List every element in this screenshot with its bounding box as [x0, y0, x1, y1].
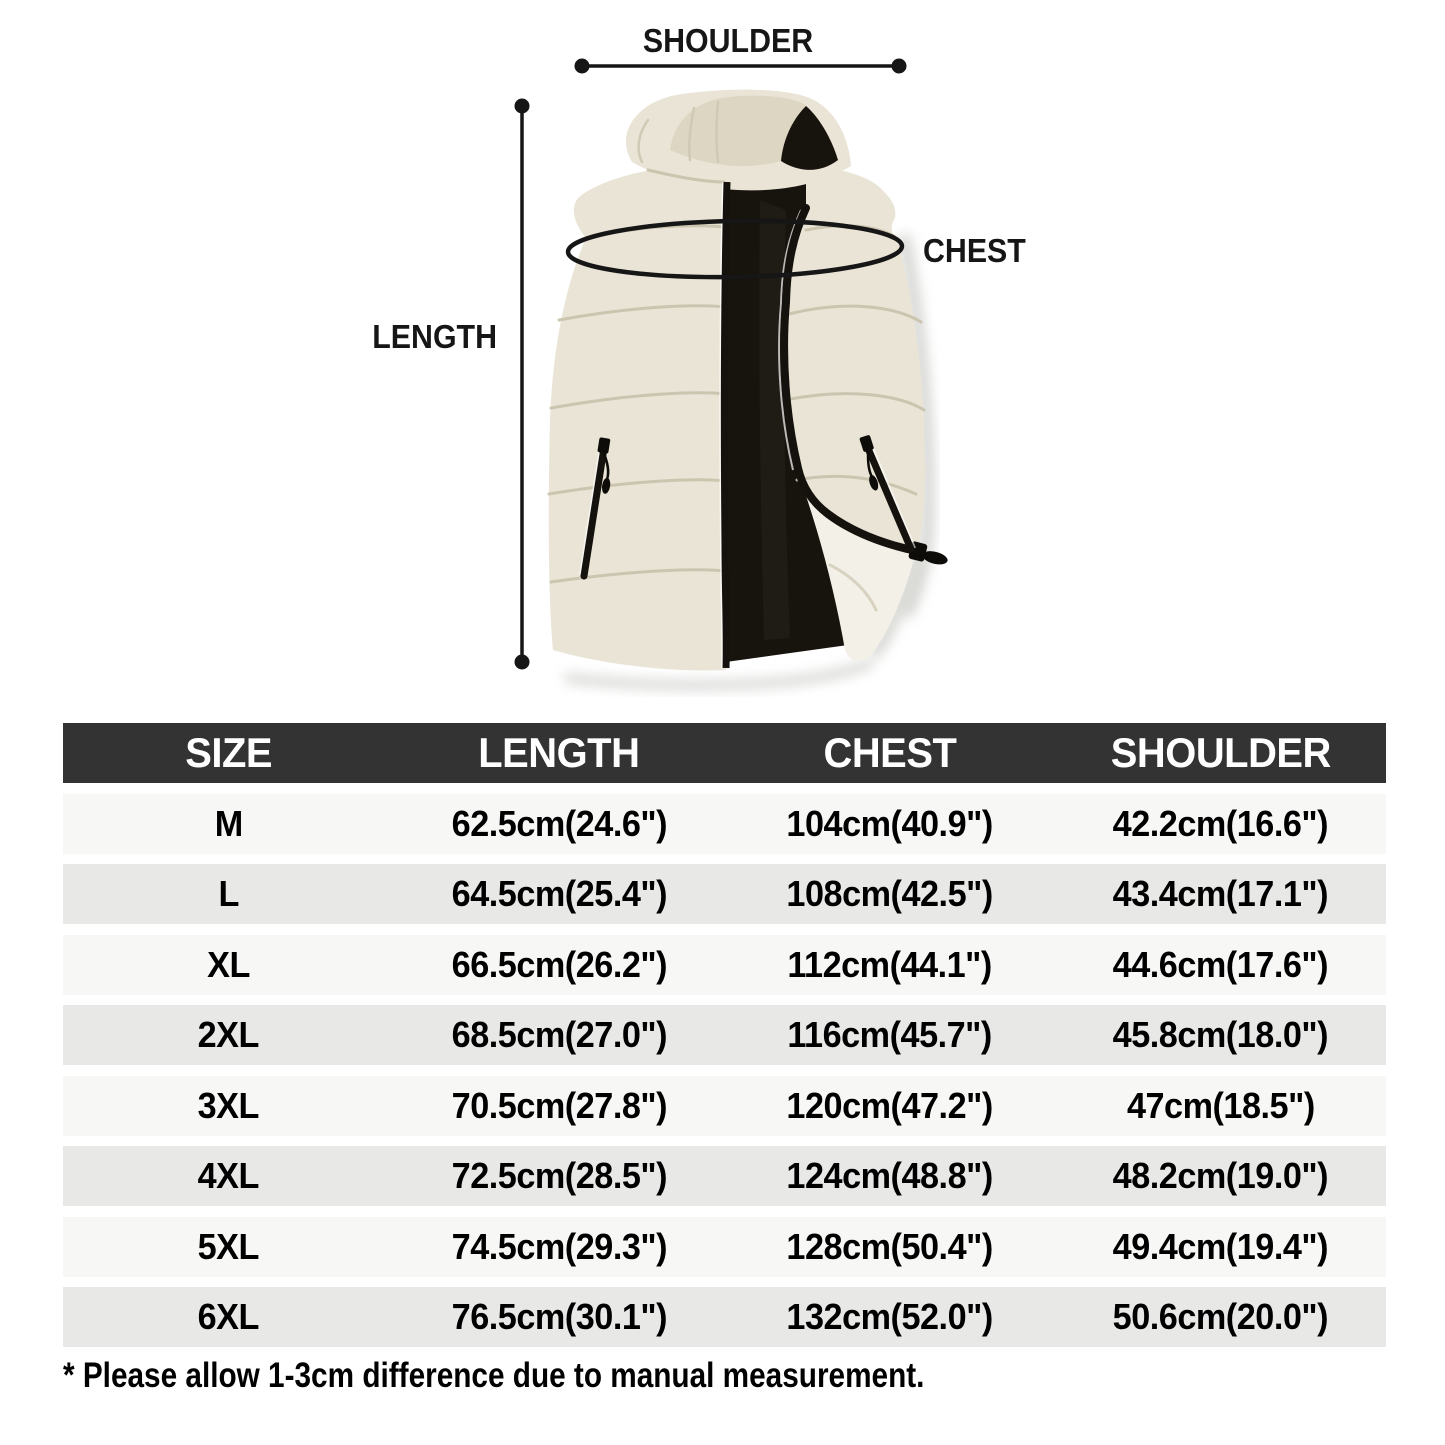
shoulder-value: 50.6cm(20.0"): [1112, 1296, 1329, 1337]
shoulder-value: 47cm(18.5"): [1126, 1084, 1315, 1126]
table-row-3xl: [63, 1076, 1386, 1136]
table-row-2xl: [63, 1005, 1386, 1065]
column-header-length-label: LENGTH: [478, 729, 640, 776]
chest-value: 108cm(42.5"): [786, 873, 994, 914]
cell-shoulder: [1055, 944, 1386, 986]
chest-value: 120cm(47.2"): [786, 1084, 994, 1126]
cell-chest: [725, 1085, 1056, 1127]
cell-length: [394, 1296, 725, 1338]
cell-shoulder: [1055, 1296, 1386, 1338]
cell-length: [394, 1226, 725, 1268]
cell-length: [394, 873, 725, 915]
cell-size: [63, 873, 394, 915]
cell-size: [63, 1155, 394, 1197]
cell-size: [63, 944, 394, 986]
size-value: 2XL: [197, 1014, 260, 1055]
cell-chest: [725, 873, 1056, 915]
chest-value: 116cm(45.7"): [787, 1014, 993, 1055]
cell-shoulder: [1055, 1155, 1386, 1197]
length-value: 64.5cm(25.4"): [451, 873, 667, 914]
cell-length: [394, 1155, 725, 1197]
chest-value: 132cm(52.0"): [786, 1296, 994, 1337]
column-header-chest: [725, 729, 1056, 777]
column-header-size: [63, 729, 394, 777]
size-value: 4XL: [197, 1155, 260, 1196]
measurement-note: [63, 1356, 1076, 1396]
cell-chest: [725, 803, 1056, 845]
column-header-size-label: SIZE: [184, 729, 272, 776]
cell-chest: [725, 1226, 1056, 1268]
size-chart-table: [63, 723, 1386, 1347]
cell-chest: [725, 1155, 1056, 1197]
shoulder-value: 48.2cm(19.0"): [1112, 1155, 1329, 1196]
length-value: 72.5cm(28.5"): [451, 1155, 667, 1196]
shoulder-value: 42.2cm(16.6"): [1112, 802, 1329, 844]
cell-size: [63, 1085, 394, 1127]
cell-size: [63, 1296, 394, 1338]
chest-value: 128cm(50.4"): [786, 1225, 994, 1267]
length-value: 62.5cm(24.6"): [451, 802, 667, 844]
cell-length: [394, 1085, 725, 1127]
cell-size: [63, 803, 394, 845]
size-value: L: [218, 873, 239, 914]
column-header-length: [394, 729, 725, 777]
length-arrow-dot-top: [515, 99, 530, 114]
table-row-l: [63, 864, 1386, 924]
shoulder-label: SHOULDER: [642, 21, 814, 60]
shoulder-arrow-dot-right: [892, 59, 907, 74]
length-annotation: [372, 99, 529, 670]
size-value: 3XL: [197, 1084, 260, 1126]
table-row-4xl: [63, 1146, 1386, 1206]
shoulder-value: 49.4cm(19.4"): [1112, 1225, 1329, 1267]
chest-value: 124cm(48.8"): [786, 1155, 994, 1196]
table-row-5xl: [63, 1217, 1386, 1277]
size-value: 5XL: [197, 1225, 260, 1267]
cell-size: [63, 1226, 394, 1268]
column-header-chest-label: CHEST: [823, 729, 957, 776]
table-header-row: [63, 723, 1386, 783]
cell-shoulder: [1055, 1014, 1386, 1056]
shoulder-value: 45.8cm(18.0"): [1112, 1014, 1329, 1055]
chest-value: 104cm(40.9"): [786, 802, 994, 844]
cell-shoulder: [1055, 873, 1386, 915]
table-row-xl: [63, 935, 1386, 995]
cell-shoulder: [1055, 1085, 1386, 1127]
cell-chest: [725, 944, 1056, 986]
table-body: [63, 794, 1386, 1348]
center-zipper-tape: [724, 182, 727, 668]
cell-length: [394, 803, 725, 845]
column-header-shoulder-label: SHOULDER: [1110, 729, 1331, 776]
length-arrow-dot-bottom: [515, 655, 530, 670]
table-row-m: [63, 794, 1386, 854]
cell-size: [63, 1014, 394, 1056]
shoulder-annotation: [575, 22, 907, 74]
length-label: LENGTH: [372, 317, 497, 356]
length-value: 70.5cm(27.8"): [451, 1084, 667, 1126]
cell-shoulder: [1055, 803, 1386, 845]
column-header-shoulder: [1055, 729, 1386, 777]
cell-chest: [725, 1296, 1056, 1338]
cell-length: [394, 944, 725, 986]
shoulder-value: 44.6cm(17.6"): [1112, 943, 1329, 985]
shoulder-arrow-dot-left: [575, 59, 590, 74]
size-value: M: [214, 802, 243, 844]
shoulder-value: 43.4cm(17.1"): [1112, 873, 1329, 914]
vest-illustration: [549, 90, 950, 671]
vest-size-diagram: [0, 0, 1445, 712]
length-value: 76.5cm(30.1"): [451, 1296, 667, 1337]
measurement-note-text: * Please allow 1-3cm difference due to manual measurement.: [63, 1356, 925, 1395]
length-value: 74.5cm(29.3"): [451, 1225, 667, 1267]
chest-label: CHEST: [923, 231, 1026, 270]
size-value: 6XL: [197, 1296, 260, 1337]
cell-length: [394, 1014, 725, 1056]
cell-shoulder: [1055, 1226, 1386, 1268]
length-value: 66.5cm(26.2"): [451, 943, 667, 985]
chest-value: 112cm(44.1"): [787, 943, 993, 985]
size-value: XL: [206, 943, 250, 985]
length-value: 68.5cm(27.0"): [451, 1014, 667, 1055]
table-row-6xl: [63, 1287, 1386, 1347]
cell-chest: [725, 1014, 1056, 1056]
